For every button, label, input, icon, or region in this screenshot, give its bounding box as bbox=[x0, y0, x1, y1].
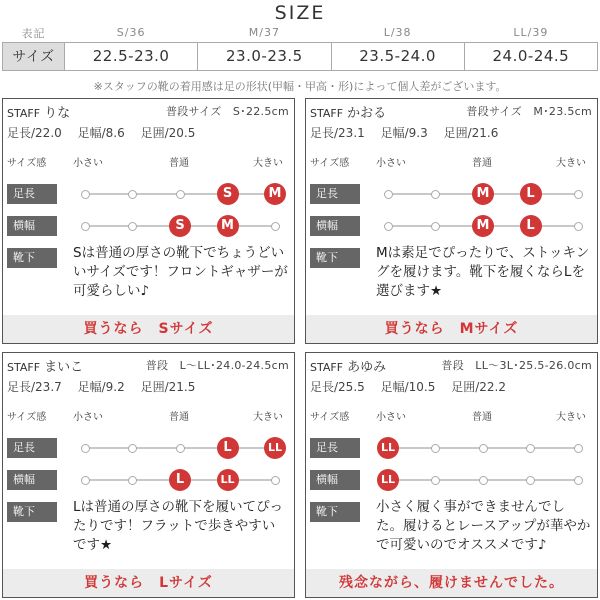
verdict-banner: 買うなら Sサイズ bbox=[3, 315, 294, 343]
scale-tick bbox=[271, 222, 280, 231]
width-row-label: 横幅 bbox=[310, 470, 360, 490]
staff-comment: 小さく履く事ができませんでした。履けるとレースアップが華やかで可愛いのでオススメです♪ bbox=[376, 499, 591, 553]
staff-card bbox=[305, 352, 598, 598]
width-size-marker: M bbox=[472, 215, 494, 237]
staff-card bbox=[2, 98, 295, 344]
staff-name-text: まいこ bbox=[44, 360, 84, 375]
socks-row-label: 靴下 bbox=[310, 248, 360, 268]
width-row-label: 横幅 bbox=[7, 216, 57, 236]
scale-tick bbox=[128, 190, 137, 199]
staff-name bbox=[310, 102, 386, 121]
scale-tick bbox=[176, 190, 185, 199]
verdict-banner: 買うなら Lサイズ bbox=[3, 569, 294, 597]
fit-label: サイズ感 bbox=[310, 412, 350, 423]
scale-small-label: 小さい bbox=[376, 158, 406, 169]
length-size-marker: LL bbox=[377, 437, 399, 459]
foot-length-value: 足長/22.0 bbox=[7, 126, 62, 140]
fit-label: サイズ感 bbox=[7, 412, 47, 423]
length-size-marker: L bbox=[217, 437, 239, 459]
staff-name-text: りな bbox=[44, 106, 71, 121]
scale-normal-label: 普通 bbox=[472, 412, 492, 423]
scale-tick bbox=[384, 190, 393, 199]
size-title: SIZE bbox=[274, 2, 326, 24]
foot-width-value: 足幅/9.3 bbox=[380, 126, 428, 140]
foot-measurements bbox=[310, 124, 498, 141]
scale-tick bbox=[384, 222, 393, 231]
verdict-banner: 買うなら Mサイズ bbox=[306, 315, 597, 343]
staff-tag: STAFF bbox=[7, 107, 41, 120]
scale-tick bbox=[526, 444, 535, 453]
length-row-label: 足長 bbox=[310, 438, 360, 458]
foot-girth-value: 足囲/20.5 bbox=[140, 126, 196, 140]
socks-row-label: 靴下 bbox=[7, 248, 57, 268]
staff-name bbox=[7, 102, 70, 121]
usual-size: 普段サイズ S･22.5cm bbox=[165, 105, 289, 118]
length-size-marker: LL bbox=[264, 437, 286, 459]
size-header-l: L/38 bbox=[383, 26, 412, 40]
width-size-marker: M bbox=[217, 215, 239, 237]
width-size-marker: LL bbox=[217, 469, 239, 491]
disclaimer-note: ※スタッフの靴の着用感は足の形状(甲幅・甲高・形)によって個人差がございます。 bbox=[93, 80, 507, 93]
width-size-marker: L bbox=[169, 469, 191, 491]
staff-name-text: かおる bbox=[347, 106, 387, 121]
length-size-marker: M bbox=[472, 183, 494, 205]
scale-tick bbox=[431, 222, 440, 231]
scale-tick bbox=[479, 476, 488, 485]
socks-row-label: 靴下 bbox=[7, 502, 57, 522]
length-size-marker: S bbox=[217, 183, 239, 205]
staff-comment: Lは普通の厚さの靴下を履いてぴったりです！フラットで歩きやすいです★ bbox=[73, 499, 284, 553]
scale-tick bbox=[81, 190, 90, 199]
usual-size: 普段サイズ M･23.5cm bbox=[466, 105, 592, 118]
scale-normal-label: 普通 bbox=[169, 412, 189, 423]
size-header-m: M/37 bbox=[248, 26, 280, 40]
staff-tag: STAFF bbox=[310, 107, 344, 120]
scale-tick bbox=[176, 444, 185, 453]
foot-girth-value: 足囲/21.5 bbox=[140, 380, 196, 394]
scale-small-label: 小さい bbox=[376, 412, 406, 423]
length-row-label: 足長 bbox=[7, 438, 57, 458]
staff-comment: Mは素足でぴったりで、ストッキングを履けます。靴下を履くならLを選びます★ bbox=[376, 245, 590, 299]
staff-name-text: あゆみ bbox=[347, 360, 387, 375]
size-value-ll: 24.0-24.5 bbox=[464, 42, 597, 70]
scale-large-label: 大きい bbox=[253, 412, 283, 423]
scale-tick bbox=[431, 444, 440, 453]
scale-tick bbox=[431, 476, 440, 485]
foot-length-value: 足長/23.7 bbox=[7, 380, 62, 394]
verdict-banner: 残念ながら、履けませんでした。 bbox=[306, 569, 597, 597]
staff-card bbox=[305, 98, 598, 344]
foot-measurements bbox=[7, 124, 195, 141]
length-row-label: 足長 bbox=[310, 184, 360, 204]
scale-large-label: 大きい bbox=[253, 158, 283, 169]
scale-tick bbox=[128, 222, 137, 231]
foot-length-value: 足長/25.5 bbox=[310, 380, 365, 394]
width-size-marker: S bbox=[169, 215, 191, 237]
size-table bbox=[2, 24, 598, 71]
socks-row-label: 靴下 bbox=[310, 502, 360, 522]
width-row-label: 横幅 bbox=[7, 470, 57, 490]
staff-name bbox=[7, 356, 83, 375]
size-value-s: 22.5-23.0 bbox=[65, 42, 198, 70]
size-value-l: 23.5-24.0 bbox=[331, 42, 464, 70]
staff-tag: STAFF bbox=[310, 361, 344, 374]
length-size-marker: L bbox=[520, 183, 542, 205]
scale-tick bbox=[128, 444, 137, 453]
staff-comment: Sは普通の厚さの靴下でちょうどいいサイズです！フロントギャザーが可愛らしい♪ bbox=[73, 245, 288, 299]
foot-length-value: 足長/23.1 bbox=[310, 126, 365, 140]
scale-tick bbox=[81, 222, 90, 231]
foot-width-value: 足幅/9.2 bbox=[77, 380, 125, 394]
length-size-marker: M bbox=[264, 183, 286, 205]
foot-girth-value: 足囲/22.2 bbox=[451, 380, 506, 394]
width-row-label: 横幅 bbox=[310, 216, 360, 236]
foot-width-value: 足幅/8.6 bbox=[77, 126, 125, 140]
size-table-header-label: 表記 bbox=[21, 26, 46, 40]
scale-tick bbox=[431, 190, 440, 199]
scale-normal-label: 普通 bbox=[472, 158, 492, 169]
usual-size: 普段 LL〜3L･25.5-26.0cm bbox=[441, 359, 592, 372]
scale-small-label: 小さい bbox=[73, 412, 103, 423]
foot-girth-value: 足囲/21.6 bbox=[443, 126, 499, 140]
length-row-label: 足長 bbox=[7, 184, 57, 204]
foot-width-value: 足幅/10.5 bbox=[380, 380, 436, 394]
scale-normal-label: 普通 bbox=[169, 158, 189, 169]
scale-tick bbox=[574, 190, 583, 199]
staff-tag: STAFF bbox=[7, 361, 41, 374]
staff-name bbox=[310, 356, 386, 375]
foot-measurements bbox=[7, 378, 195, 395]
scale-small-label: 小さい bbox=[73, 158, 103, 169]
scale-tick bbox=[479, 444, 488, 453]
scale-tick bbox=[128, 476, 137, 485]
staff-card bbox=[2, 352, 295, 598]
size-header-s: S/36 bbox=[116, 26, 146, 40]
scale-tick bbox=[271, 476, 280, 485]
fit-label: サイズ感 bbox=[7, 158, 47, 169]
scale-tick bbox=[574, 444, 583, 453]
scale-tick bbox=[574, 476, 583, 485]
width-size-marker: LL bbox=[377, 469, 399, 491]
foot-measurements bbox=[310, 378, 506, 395]
scale-tick bbox=[574, 222, 583, 231]
size-row-label: サイズ bbox=[3, 42, 65, 70]
usual-size: 普段 L〜LL･24.0-24.5cm bbox=[145, 359, 289, 372]
scale-large-label: 大きい bbox=[556, 158, 586, 169]
scale-tick bbox=[526, 476, 535, 485]
scale-tick bbox=[81, 444, 90, 453]
scale-tick bbox=[81, 476, 90, 485]
fit-label: サイズ感 bbox=[310, 158, 350, 169]
size-value-m: 23.0-23.5 bbox=[198, 42, 331, 70]
scale-large-label: 大きい bbox=[556, 412, 586, 423]
width-size-marker: L bbox=[520, 215, 542, 237]
size-header-ll: LL/39 bbox=[513, 26, 549, 40]
